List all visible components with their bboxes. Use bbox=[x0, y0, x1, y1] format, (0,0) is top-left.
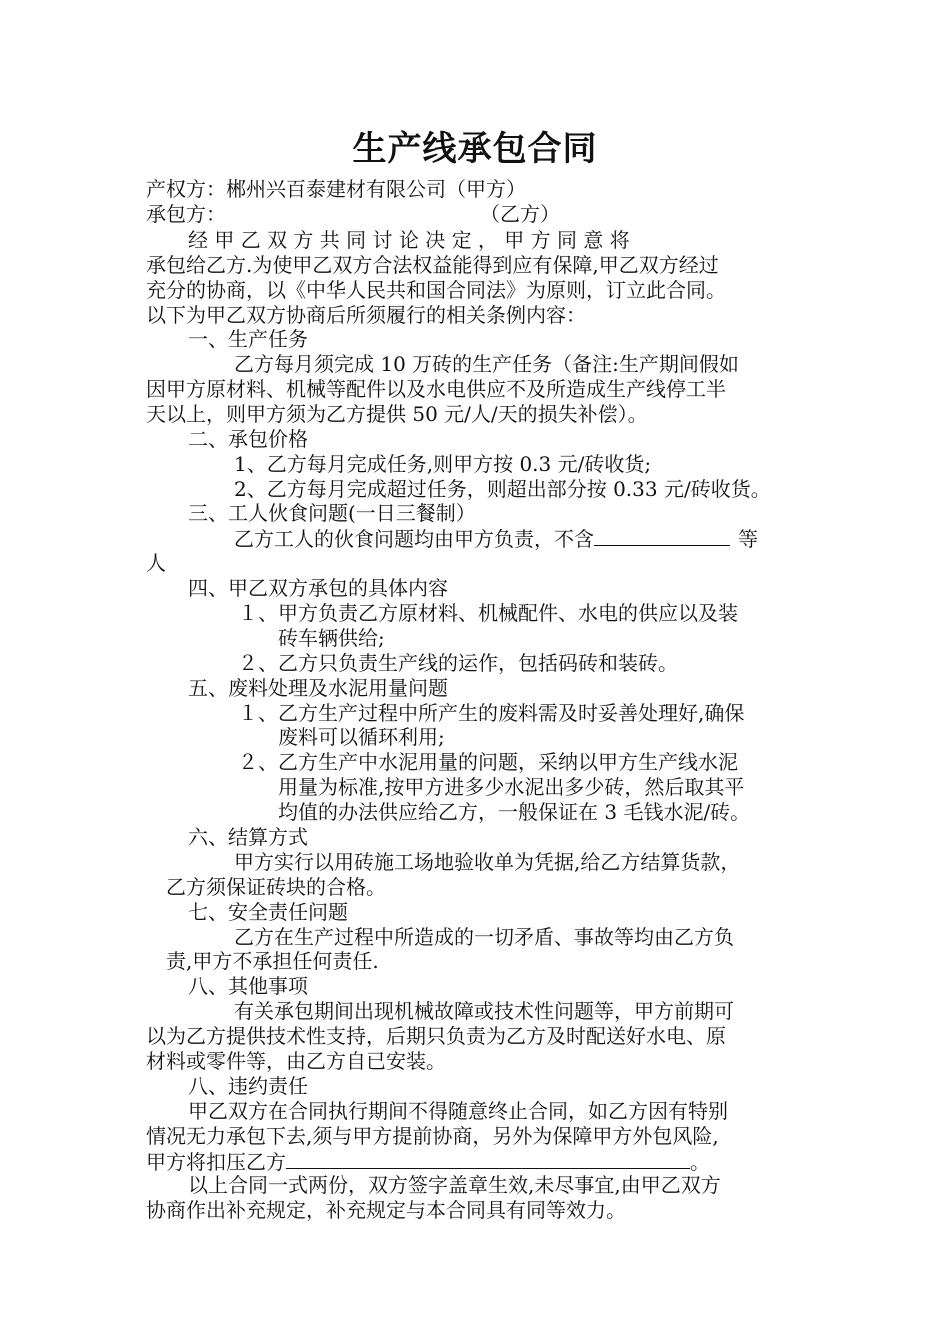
section-9-text-end: 。 bbox=[690, 1150, 710, 1174]
section-9-line-3 bbox=[146, 1148, 710, 1175]
section-5-line-1: １、乙方生产过程中所产生的废料需及时妥善处理好,确保 bbox=[238, 701, 745, 725]
section-4-line-3: ２、乙方只负责生产线的运作，包括码砖和装砖。 bbox=[238, 651, 678, 675]
section-3-text: 乙方工人的伙食问题均由甲方负责，不含 bbox=[234, 527, 594, 551]
section-8-line-1: 有关承包期间出现机械故障或技术性问题等，甲方前期可 bbox=[234, 999, 734, 1023]
section-heading-9: 八、违约责任 bbox=[188, 1074, 308, 1098]
section-8-line-3: 材料或零件等，由乙方自已安装。 bbox=[146, 1049, 446, 1073]
section-5-line-2: 废料可以循环利用; bbox=[278, 725, 445, 749]
section-7-line-2: 责,甲方不承担任何责任. bbox=[166, 949, 379, 973]
section-heading-4: 四、甲乙双方承包的具体内容 bbox=[188, 576, 448, 600]
section-heading-6: 六、结算方式 bbox=[188, 825, 308, 849]
section-heading-8: 八、其他事项 bbox=[188, 974, 308, 998]
section-7-line-1: 乙方在生产过程中所造成的一切矛盾、事故等均由乙方负 bbox=[234, 925, 734, 949]
deposit-blank bbox=[286, 1148, 690, 1169]
section-6-line-2: 乙方须保证砖块的合格。 bbox=[166, 875, 386, 899]
section-6-line-1: 甲方实行以用砖施工场地验收单为凭据,给乙方结算货款， bbox=[234, 850, 741, 874]
section-3-line-1 bbox=[234, 525, 758, 552]
page-title: 生产线承包合同 bbox=[352, 129, 598, 169]
section-2-line-1: 1、乙方每月完成任务,则甲方按 0.3 元/砖收货; bbox=[234, 452, 652, 476]
section-9-text: 甲方将扣压乙方 bbox=[146, 1150, 286, 1174]
closing-line-1: 以上合同一式两份，双方签字盖章生效,未尽事宜,由甲乙双方 bbox=[188, 1173, 721, 1197]
section-5-line-4: 用量为标准,按甲方进多少水泥出多少砖，然后取其平 bbox=[278, 775, 745, 799]
owner-line: 产权方：郴州兴百泰建材有限公司（甲方） bbox=[146, 177, 526, 201]
section-heading-5: 五、废料处理及水泥用量问题 bbox=[188, 676, 448, 700]
section-3-text-end: 等 bbox=[738, 527, 758, 551]
intro-line-3: 充分的协商，以《中华人民共和国合同法》为原则，订立此合同。 bbox=[146, 278, 726, 302]
section-5-line-5: 均值的办法供应给乙方，一般保证在 3 毛钱水泥/砖。 bbox=[278, 800, 751, 824]
closing-line-2: 协商作出补充规定，补充规定与本合同具有同等效力。 bbox=[146, 1198, 626, 1222]
section-1-line-3: 天以上，则甲方须为乙方提供 50 元/人/天的损失补偿）。 bbox=[146, 402, 648, 426]
contractor-label: 承包方： bbox=[146, 202, 226, 226]
section-heading-2: 二、承包价格 bbox=[188, 427, 308, 451]
section-9-line-1: 甲乙双方在合同执行期间不得随意终止合同，如乙方因有特别 bbox=[188, 1099, 728, 1123]
contractor-role: （乙方） bbox=[480, 202, 560, 226]
section-heading-1: 一、生产任务 bbox=[188, 327, 308, 351]
section-heading-7: 七、安全责任问题 bbox=[188, 900, 348, 924]
section-9-line-2: 情况无力承包下去,须与甲方提前协商，另外为保障甲方外包风险, bbox=[146, 1124, 719, 1148]
section-3-line-2: 人 bbox=[146, 551, 166, 575]
section-heading-3: 三、工人伙食问题(一日三餐制） bbox=[188, 501, 476, 525]
intro-line-2: 承包给乙方.为使甲乙双方合法权益能得到应有保障,甲乙双方经过 bbox=[146, 253, 719, 277]
intro-line-1: 经 甲 乙 双 方 共 同 讨 论 决 定 ， 甲 方 同 意 将 bbox=[188, 228, 630, 252]
section-8-line-2: 以为乙方提供技术性支持，后期只负责为乙方及时配送好水电、原 bbox=[146, 1024, 726, 1048]
section-2-line-2: 2、乙方每月完成超过任务，则超出部分按 0.33 元/砖收货。 bbox=[234, 477, 771, 501]
section-4-line-2: 砖车辆供给; bbox=[278, 626, 385, 650]
headcount-blank bbox=[594, 525, 730, 546]
section-4-line-1: １、甲方负责乙方原材料、机械配件、水电的供应以及装 bbox=[238, 601, 738, 625]
section-5-line-3: ２、乙方生产中水泥用量的问题，采纳以甲方生产线水泥 bbox=[238, 750, 738, 774]
intro-line-4: 以下为甲乙双方协商后所须履行的相关条例内容： bbox=[146, 303, 586, 327]
section-1-line-1: 乙方每月须完成 10 万砖的生产任务（备注:生产期间假如 bbox=[234, 352, 739, 376]
section-1-line-2: 因甲方原材料、机械等配件以及水电供应不及所造成生产线停工半 bbox=[146, 377, 726, 401]
